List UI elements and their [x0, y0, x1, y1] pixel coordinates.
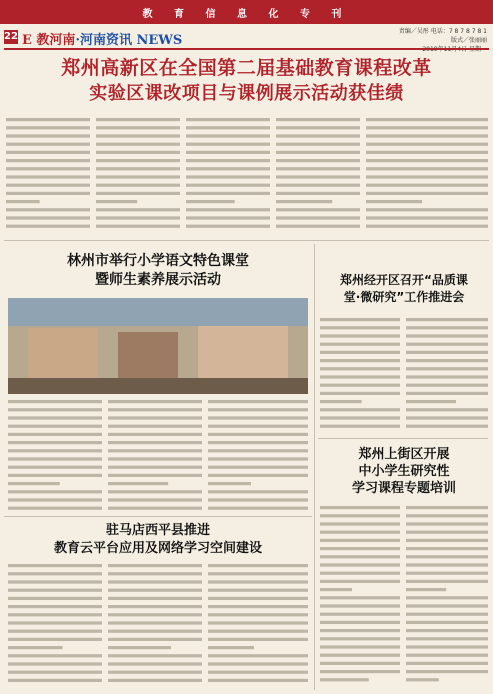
body-text-line [6, 184, 90, 187]
body-text-line [366, 151, 488, 154]
body-text-line [186, 192, 270, 195]
body-text-line [6, 118, 90, 121]
article-jingkai-title [320, 272, 488, 306]
article-jingkai-title-line1: 郑州经开区召开“品质课 [340, 273, 468, 287]
section-divider-2 [318, 438, 488, 439]
body-text-line [96, 159, 180, 162]
body-text-line [366, 159, 488, 162]
body-text-line [186, 118, 270, 121]
section-divider-1 [4, 240, 489, 241]
body-text-line [96, 167, 180, 170]
body-text-line [96, 216, 180, 219]
body-text-line [276, 118, 360, 121]
body-text-line [186, 126, 270, 129]
article-linzhou-title-line2: 暨师生素养展示活动 [95, 272, 221, 288]
body-text-line [276, 175, 360, 178]
body-text-line [6, 134, 90, 137]
section-divider-3 [4, 516, 312, 517]
body-text-line [366, 167, 488, 170]
body-text-line [6, 143, 90, 146]
body-text-line [186, 208, 270, 211]
paper-name-suffix: ·河南资讯 NEWS [75, 33, 183, 48]
body-text-line [186, 151, 270, 154]
article-shangjie-title-line1: 郑州上街区开展 [358, 447, 450, 462]
body-text-line [6, 151, 90, 154]
body-text-line [96, 143, 180, 146]
body-text-line [96, 126, 180, 129]
body-text-line [6, 208, 90, 211]
body-text-line [6, 167, 90, 170]
editor-line: 责编／吴彤 电话：7 8 7 8 7 8 1 [398, 28, 487, 35]
body-text-line [96, 175, 180, 178]
body-text-line [96, 118, 180, 121]
body-text-line [6, 216, 90, 219]
body-text-line [96, 225, 180, 228]
body-text-line [186, 159, 270, 162]
layout-line: 版式／张丽丽 [450, 37, 487, 44]
body-text-line [366, 143, 488, 146]
body-text-line [6, 159, 90, 162]
body-text-line [186, 225, 270, 228]
lead-headline-line1: 郑州高新区在全国第二届基础教育课程改革 [61, 57, 432, 79]
shangjie-body-col-2 [406, 504, 488, 690]
body-text-line [366, 200, 422, 203]
body-text-line [366, 175, 488, 178]
body-text-line [366, 184, 488, 187]
body-text-line [186, 175, 270, 178]
section-slogan: 教 育 信 息 化 专 刊 [142, 8, 351, 20]
body-text-line [96, 134, 180, 137]
body-text-line [276, 208, 360, 211]
article-xiping-title [8, 522, 308, 558]
linzhou-body-col-2 [108, 398, 202, 514]
body-text-line [6, 175, 90, 178]
paper-name-prefix: E 教河南 [22, 33, 76, 48]
body-text-line [276, 134, 360, 137]
column-divider [314, 244, 315, 690]
linzhou-body-col-1 [8, 398, 102, 514]
linzhou-photo [8, 298, 308, 394]
body-text-line [276, 151, 360, 154]
body-text-line [96, 208, 180, 211]
jingkai-body-col-2 [406, 316, 488, 436]
body-text-line [276, 192, 360, 195]
article-shangjie-title-line2: 中小学生研究性 [358, 464, 450, 479]
page-number: 22 [4, 31, 18, 42]
body-text-line [276, 225, 360, 228]
body-text-line [6, 192, 90, 195]
lead-headline-line2: 实验区课改项目与课例展示活动获佳绩 [89, 83, 404, 104]
body-text-line [186, 167, 270, 170]
article-linzhou-title-line1: 林州市举行小学语文特色课堂 [67, 253, 249, 269]
body-text-line [96, 151, 180, 154]
body-text-line [96, 184, 180, 187]
body-text-line [96, 200, 137, 203]
body-text-line [276, 159, 360, 162]
body-text-line [366, 134, 488, 137]
xiping-body-col-1 [8, 562, 102, 690]
body-text-line [276, 184, 360, 187]
linzhou-body-col-3 [208, 398, 308, 514]
body-text-line [6, 200, 40, 203]
body-text-line [366, 118, 488, 121]
article-jingkai-title-line2: 堂·微研究”工作推进会 [343, 290, 465, 304]
body-text-line [6, 126, 90, 129]
body-text-line [186, 200, 235, 203]
body-text-line [186, 216, 270, 219]
body-text-line [366, 225, 488, 228]
shangjie-body-col-1 [320, 504, 400, 690]
jingkai-body-col-1 [320, 316, 400, 436]
body-text-line [276, 143, 360, 146]
body-text-line [96, 192, 180, 195]
article-shangjie-title-line3: 学习课程专题培训 [351, 481, 456, 496]
article-linzhou-title [8, 252, 308, 290]
body-text-line [366, 126, 488, 129]
body-text-line [276, 126, 360, 129]
body-text-line [276, 167, 360, 170]
body-text-line [366, 208, 488, 211]
article-xiping-title-line2: 教育云平台应用及网络学习空间建设 [53, 541, 262, 556]
body-text-line [276, 200, 332, 203]
article-xiping-title-line1: 驻马店西平县推进 [105, 523, 210, 538]
body-text-line [366, 192, 488, 195]
body-text-line [186, 143, 270, 146]
body-text-line [366, 216, 488, 219]
body-text-line [186, 184, 270, 187]
body-text-line [186, 134, 270, 137]
article-shangjie-title [320, 446, 488, 497]
xiping-body-col-2 [108, 562, 202, 690]
body-text-line [6, 225, 90, 228]
xiping-body-col-3 [208, 562, 308, 690]
body-text-line [276, 216, 360, 219]
